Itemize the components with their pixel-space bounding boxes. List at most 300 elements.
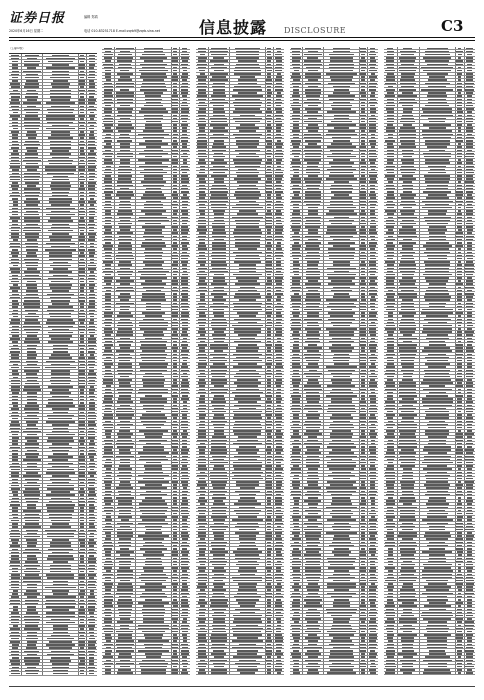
table-cell — [104, 449, 112, 451]
table-cell — [294, 440, 299, 442]
table-cell — [305, 76, 322, 78]
table-cell — [213, 468, 225, 470]
table-cell — [181, 315, 189, 317]
table-cell — [11, 670, 19, 672]
table-cell — [89, 211, 95, 213]
table-cell — [369, 427, 377, 429]
table-cell — [267, 523, 271, 525]
table-cell — [305, 405, 321, 407]
table-cell — [360, 570, 365, 572]
table-cell — [182, 328, 188, 330]
table-cell — [79, 201, 84, 203]
table-cell — [12, 329, 19, 331]
table-cell — [139, 153, 169, 155]
table-cell — [401, 64, 414, 66]
table-cell — [105, 127, 111, 129]
table-cell — [292, 401, 300, 403]
table-cell — [145, 583, 162, 585]
table-cell — [213, 494, 225, 496]
table-cell — [369, 637, 377, 639]
table-cell — [138, 134, 169, 136]
table-cell — [360, 360, 366, 362]
table-cell — [89, 173, 95, 175]
table-cell — [120, 347, 130, 349]
table-cell — [53, 428, 69, 430]
table-cell — [11, 252, 19, 254]
table-cell — [89, 657, 94, 659]
table-cell — [266, 449, 273, 451]
table-cell — [52, 539, 68, 541]
table-cell — [267, 513, 272, 515]
table-cell — [89, 526, 95, 528]
table-cell — [294, 500, 299, 502]
table-cell — [145, 127, 163, 129]
table-cell — [266, 411, 272, 413]
table-cell — [360, 456, 366, 458]
table-cell — [197, 76, 206, 78]
table-cell — [104, 583, 113, 585]
table-cell — [266, 217, 272, 219]
table-cell — [141, 283, 167, 285]
table-cell — [172, 446, 178, 448]
table-cell — [53, 345, 68, 347]
table-cell — [106, 436, 111, 438]
table-cell — [387, 67, 394, 69]
table-cell — [304, 523, 322, 525]
table-cell — [138, 535, 169, 537]
table-cell — [143, 478, 164, 480]
table-cell — [276, 60, 282, 62]
table-cell — [457, 99, 462, 101]
table-cell — [456, 64, 462, 66]
table-cell — [172, 99, 178, 101]
table-cell — [210, 118, 227, 120]
table-cell — [173, 274, 176, 276]
table-cell — [89, 450, 95, 452]
table-cell — [266, 261, 272, 263]
table-cell — [80, 125, 83, 127]
table-cell — [331, 379, 353, 381]
table-cell — [88, 109, 96, 111]
table-cell — [104, 162, 113, 164]
table-cell — [24, 660, 40, 662]
table-cell — [361, 159, 365, 161]
table-cell — [466, 121, 473, 123]
table-cell — [370, 672, 376, 674]
table-cell — [399, 57, 416, 59]
table-cell — [330, 236, 354, 238]
table-cell — [79, 271, 85, 273]
table-cell — [53, 581, 68, 583]
table-cell — [369, 325, 377, 327]
table-cell — [27, 99, 37, 101]
table-cell — [105, 204, 111, 206]
table-cell — [275, 497, 282, 499]
table-cell — [25, 236, 39, 238]
table-cell — [10, 322, 20, 324]
table-cell — [275, 293, 283, 295]
table-cell — [172, 57, 178, 59]
table-cell — [12, 491, 18, 493]
table-cell — [370, 236, 375, 238]
table-cell — [294, 583, 299, 585]
table-cell — [214, 350, 223, 352]
table-cell — [79, 169, 84, 171]
table-cell — [49, 313, 71, 315]
table-cell — [276, 462, 282, 464]
table-cell — [25, 383, 39, 385]
table-cell — [306, 625, 320, 627]
table-cell — [79, 83, 84, 85]
table-cell — [458, 79, 462, 81]
table-cell — [275, 459, 283, 461]
table-cell — [275, 67, 283, 69]
table-cell — [88, 122, 96, 124]
table-cell — [46, 472, 76, 474]
table-cell — [232, 628, 262, 630]
table-cell — [329, 634, 353, 636]
table-cell — [80, 141, 83, 143]
table-cell — [293, 239, 300, 241]
table-cell — [428, 99, 446, 101]
table-cell — [173, 653, 176, 655]
table-cell — [88, 453, 96, 455]
table-cell — [371, 363, 375, 365]
table-cell — [212, 99, 225, 101]
table-cell — [233, 580, 263, 582]
table-cell — [293, 660, 299, 662]
table-cell — [117, 341, 134, 343]
table-cell — [173, 67, 176, 69]
table-cell — [211, 261, 226, 263]
table-cell — [292, 73, 300, 75]
table-cell — [182, 331, 187, 333]
table-cell — [200, 487, 205, 489]
table-cell — [118, 583, 132, 585]
table-cell — [182, 134, 188, 136]
table-cell — [331, 350, 352, 352]
table-cell — [371, 134, 375, 136]
table-cell — [326, 609, 357, 611]
table-cell — [140, 510, 166, 512]
table-cell — [105, 201, 111, 203]
table-cell — [80, 488, 85, 490]
table-cell — [214, 220, 224, 222]
table-cell — [145, 223, 161, 225]
table-cell — [211, 255, 226, 257]
table-cell — [210, 462, 227, 464]
table-cell — [371, 507, 375, 509]
table-cell — [89, 214, 95, 216]
table-cell — [80, 600, 84, 602]
table-cell — [46, 58, 75, 60]
table-cell — [361, 143, 364, 145]
table-cell — [371, 239, 375, 241]
table-cell — [370, 108, 376, 110]
table-column-2 — [102, 47, 190, 679]
table-cell — [370, 542, 376, 544]
table-cell — [305, 516, 320, 518]
table-cell — [141, 245, 165, 247]
table-cell — [26, 211, 38, 213]
table-cell — [267, 89, 271, 91]
table-cell — [199, 554, 205, 556]
table-cell — [24, 297, 39, 299]
table-cell — [292, 366, 301, 368]
table-cell — [88, 329, 94, 331]
table-cell — [369, 586, 377, 588]
table-cell — [88, 600, 95, 602]
table-cell — [275, 519, 282, 521]
table-cell — [89, 115, 95, 117]
table-cell — [369, 181, 377, 183]
table-cell — [210, 73, 228, 75]
table-cell — [146, 443, 161, 445]
table-cell — [370, 226, 376, 228]
table-cell — [173, 487, 177, 489]
table-cell — [305, 258, 320, 260]
table-cell — [173, 252, 178, 254]
table-cell — [46, 616, 76, 618]
table-cell — [106, 523, 111, 525]
table-cell — [146, 303, 162, 305]
table-cell — [50, 545, 71, 547]
table-cell — [306, 612, 320, 614]
table-cell — [275, 252, 283, 254]
table-cell — [11, 415, 19, 417]
table-cell — [267, 280, 272, 282]
table-cell — [329, 644, 355, 646]
table-cell — [199, 621, 206, 623]
table-cell — [331, 223, 353, 225]
table-cell — [104, 83, 113, 85]
table-cell — [80, 198, 84, 200]
table-cell — [47, 654, 74, 656]
table-cell — [172, 60, 179, 62]
table-cell — [267, 656, 271, 658]
table-cell — [138, 481, 168, 483]
table-cell — [427, 64, 448, 66]
table-cell — [212, 150, 226, 152]
table-cell — [387, 162, 393, 164]
table-cell — [458, 54, 462, 56]
table-cell — [79, 370, 85, 372]
table-cell — [360, 181, 366, 183]
table-cell — [214, 408, 224, 410]
table-cell — [213, 111, 225, 113]
table-cell — [236, 449, 260, 451]
table-cell — [305, 494, 321, 496]
table-cell — [181, 226, 189, 228]
table-cell — [236, 197, 259, 199]
table-cell — [333, 92, 350, 94]
table-cell — [80, 338, 84, 340]
table-cell — [120, 481, 130, 483]
table-cell — [198, 121, 206, 123]
table-cell — [328, 577, 355, 579]
table-cell — [388, 137, 393, 139]
table-cell — [307, 57, 318, 59]
table-cell — [181, 558, 188, 560]
table-cell — [387, 156, 394, 158]
table-cell — [182, 491, 188, 493]
table-cell — [292, 130, 301, 132]
table-cell — [11, 380, 20, 382]
table-cell — [79, 616, 86, 618]
table-cell — [25, 514, 40, 516]
table-cell — [293, 424, 299, 426]
table-cell — [267, 319, 270, 321]
table-cell — [105, 150, 111, 152]
table-cell — [182, 446, 187, 448]
table-cell — [103, 130, 112, 132]
table-cell — [89, 300, 95, 302]
table-cell — [181, 181, 189, 183]
table-cell — [119, 596, 131, 598]
table-cell — [327, 481, 356, 483]
table-cell — [12, 109, 19, 111]
table-cell — [145, 315, 162, 317]
table-rows — [102, 47, 190, 675]
table-cell — [305, 236, 322, 238]
table-cell — [146, 462, 161, 464]
table-cell — [117, 408, 132, 410]
table-cell — [173, 48, 177, 50]
table-cell — [214, 70, 225, 72]
table-cell — [213, 424, 225, 426]
table-cell — [233, 417, 262, 419]
table-cell — [145, 564, 162, 566]
table-cell — [327, 169, 356, 171]
table-cell — [238, 570, 257, 572]
table-cell — [293, 315, 299, 317]
table-cell — [275, 449, 283, 451]
table-cell — [292, 628, 299, 630]
table-cell — [105, 373, 112, 375]
table-cell — [53, 632, 69, 634]
table-row — [102, 672, 190, 675]
table-cell — [370, 605, 376, 607]
table-cell — [291, 468, 300, 470]
table-cell — [332, 472, 350, 474]
table-cell — [120, 220, 130, 222]
table-cell — [26, 377, 38, 379]
table-cell — [200, 299, 205, 301]
table-cell — [458, 67, 462, 69]
table-cell — [23, 475, 41, 477]
table-cell — [234, 433, 261, 435]
table-cell — [360, 634, 367, 636]
table-cell — [200, 472, 205, 474]
table-cell — [103, 574, 113, 576]
table-cell — [466, 172, 474, 174]
table-cell — [27, 287, 37, 289]
table-cell — [181, 229, 189, 231]
table-cell — [276, 162, 281, 164]
table-cell — [211, 54, 227, 56]
table-cell — [327, 268, 356, 270]
table-cell — [403, 108, 413, 110]
table-cell — [360, 258, 365, 260]
table-cell — [88, 424, 96, 426]
table-cell — [267, 510, 272, 512]
table-cell — [182, 252, 187, 254]
table-cell — [181, 299, 188, 301]
table-cell — [304, 102, 321, 104]
table-cell — [80, 590, 85, 592]
table-cell — [457, 169, 461, 171]
table-cell — [90, 204, 94, 206]
table-cell — [79, 424, 84, 426]
table-cell — [172, 577, 178, 579]
table-cell — [238, 248, 256, 250]
table-cell — [361, 118, 366, 120]
table-cell — [198, 303, 205, 305]
table-cell — [370, 481, 376, 483]
table-cell — [235, 220, 261, 222]
table-cell — [371, 309, 375, 311]
table-cell — [11, 632, 19, 634]
table-cell — [210, 472, 227, 474]
table-cell — [120, 459, 131, 461]
table-cell — [198, 507, 206, 509]
table-cell — [116, 258, 134, 260]
table-cell — [182, 220, 188, 222]
table-cell — [332, 625, 350, 627]
table-cell — [276, 283, 282, 285]
table-cell — [291, 296, 301, 298]
table-cell — [400, 140, 415, 142]
table-cell — [293, 637, 300, 639]
table-cell — [47, 319, 73, 321]
table-cell — [10, 297, 19, 299]
table-cell — [181, 312, 189, 314]
table-cell — [267, 197, 272, 199]
table-cell — [146, 411, 161, 413]
table-cell — [181, 382, 189, 384]
table-cell — [53, 673, 68, 675]
table-cell — [80, 287, 83, 289]
table-cell — [172, 315, 178, 317]
table-cell — [293, 191, 300, 193]
table-cell — [327, 111, 355, 113]
table-cell — [141, 108, 166, 110]
table-cell — [369, 446, 376, 448]
table-cell — [276, 663, 282, 665]
table-cell — [90, 243, 94, 245]
table-cell — [138, 650, 168, 652]
table-cell — [400, 51, 416, 53]
table-cell — [275, 366, 283, 368]
table-cell — [10, 115, 20, 117]
table-cell — [326, 507, 356, 509]
table-cell — [267, 433, 272, 435]
table-cell — [12, 667, 19, 669]
table-cell — [200, 443, 205, 445]
table-cell — [326, 328, 356, 330]
table-cell — [361, 188, 366, 190]
table-cell — [369, 140, 376, 142]
table-cell — [292, 574, 301, 576]
table-cell — [139, 503, 167, 505]
table-cell — [88, 351, 94, 353]
table-cell — [385, 95, 395, 97]
table-cell — [293, 99, 299, 101]
table-cell — [144, 118, 164, 120]
table-cell — [199, 414, 206, 416]
table-cell — [276, 181, 280, 183]
table-cell — [212, 242, 226, 244]
